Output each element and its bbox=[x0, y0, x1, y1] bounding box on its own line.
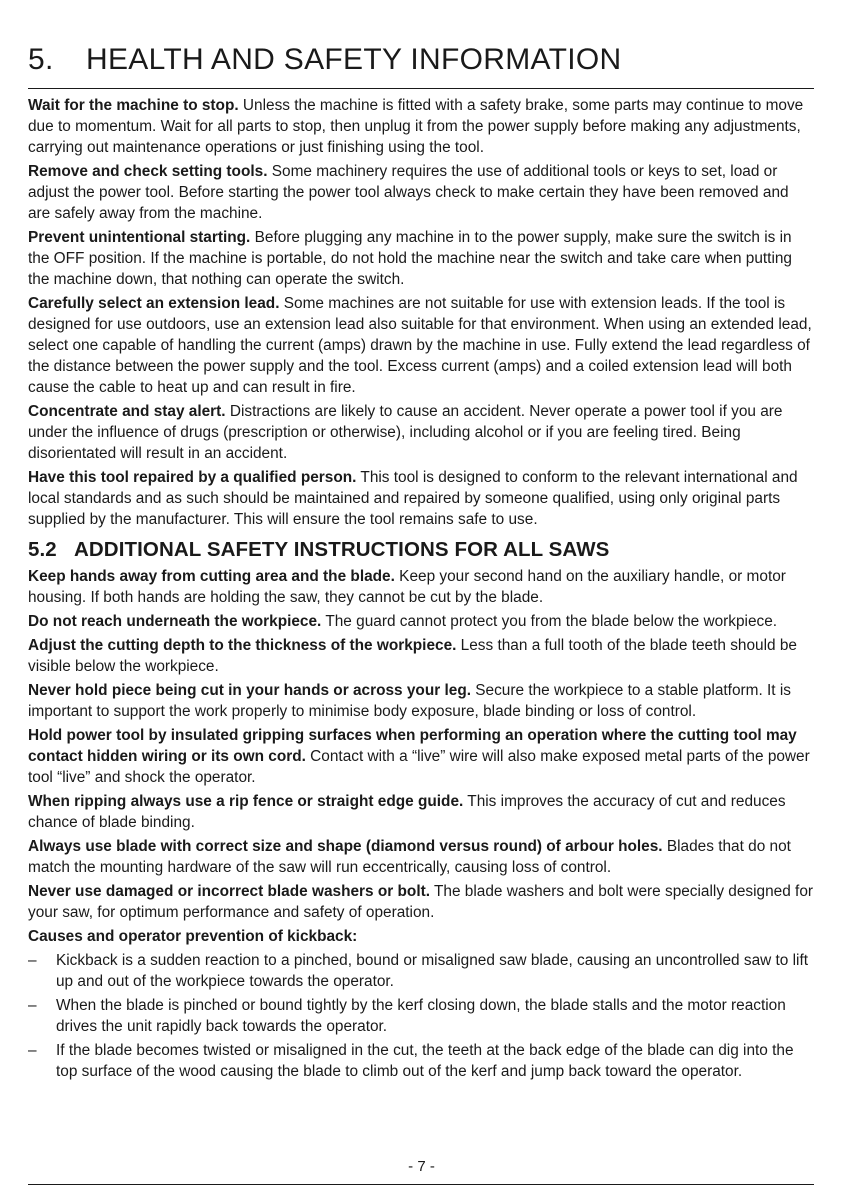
subsection-number: 5.2 bbox=[28, 538, 57, 561]
paragraph-text: Some machinery requires the use of additional tools or keys to set, load or adjust the power tool. Before starting the power tool always check to make certain they have been removed and are safely away from the machine. bbox=[28, 163, 789, 222]
dash-marker: – bbox=[28, 997, 37, 1014]
paragraph-never-hold-piece bbox=[28, 680, 814, 722]
paragraph-heading: Remove and check setting tools. bbox=[28, 163, 268, 180]
paragraph-heading: Never use damaged or incorrect blade washers or bolt. bbox=[28, 883, 430, 900]
kickback-list bbox=[28, 950, 814, 1082]
paragraph-heading: Carefully select an extension lead. bbox=[28, 295, 280, 312]
paragraph-heading: Do not reach underneath the workpiece. bbox=[28, 613, 322, 630]
paragraph-no-reach-underneath bbox=[28, 611, 814, 632]
subsection-title-text: ADDITIONAL SAFETY INSTRUCTIONS FOR ALL SAWS bbox=[74, 538, 610, 561]
paragraph-text: Less than a full tooth of the blade teeth should be visible below the workpiece. bbox=[28, 637, 797, 675]
paragraph-text: Some machines are not suitable for use with extension leads. If the tool is designed for use outdoors, use an extension lead also suitable for that environment. When using an extended lead, select one capable of handling the current (amps) drawn by the machine in use. Fully extend the lead regardless of the distance between the power supply and the tool. Excess current (amps) and a coiled extension lead will both cause the cable to heat up and can result in fire. bbox=[28, 295, 812, 396]
kickback-heading bbox=[28, 926, 814, 947]
paragraph-heading: Hold power tool by insulated gripping surfaces when performing an operation where the cutting tool may contact hidden wiring or its own cord. bbox=[28, 727, 797, 765]
paragraph-blade-washers bbox=[28, 881, 814, 923]
section-title-text: HEALTH AND SAFETY INFORMATION bbox=[86, 43, 622, 76]
paragraph-text: Contact with a “live” wire will also make exposed metal parts of the power tool “live” and shock the operator. bbox=[28, 748, 810, 786]
section-title bbox=[28, 38, 814, 84]
list-item-text: Kickback is a sudden reaction to a pinched, bound or misaligned saw blade, causing an uncontrolled saw to lift up and out of the workpiece towards the operator. bbox=[56, 952, 809, 990]
paragraph-hands-away bbox=[28, 566, 814, 608]
list-item bbox=[28, 1040, 814, 1082]
paragraph-text: This improves the accuracy of cut and reduces chance of blade binding. bbox=[28, 793, 786, 831]
paragraph-heading: Always use blade with correct size and shape (diamond versus round) of arbour holes. bbox=[28, 838, 663, 855]
paragraph-arbour-holes bbox=[28, 836, 814, 878]
paragraph-text: This tool is designed to conform to the relevant international and local standards and as such should be maintained and repaired by someone qualified, using only original parts supplied by the manufacturer. This will ensure the tool remains safe to use. bbox=[28, 469, 798, 528]
paragraph-prevent-starting bbox=[28, 227, 814, 290]
list-item-text: If the blade becomes twisted or misaligned in the cut, the teeth at the back edge of the blade can dig into the top surface of the wood causing the blade to climb out of the kerf and jump back toward the operator. bbox=[56, 1042, 794, 1080]
paragraph-text: Blades that do not match the mounting hardware of the saw will run eccentrically, causing loss of control. bbox=[28, 838, 791, 876]
paragraph-text: Distractions are likely to cause an accident. Never operate a power tool if you are under the influence of drugs (prescription or otherwise), including alcohol or if you are feeling tired. Being disorientated will result in an accident. bbox=[28, 403, 783, 462]
page-number: - 7 - bbox=[408, 1158, 435, 1175]
paragraph-text: Secure the workpiece to a stable platform. It is important to support the work properly to minimise body exposure, blade binding or loss of control. bbox=[28, 682, 791, 720]
paragraph-insulated-grip bbox=[28, 725, 814, 788]
paragraph-heading: Never hold piece being cut in your hands or across your leg. bbox=[28, 682, 472, 699]
paragraph-heading: Prevent unintentional starting. bbox=[28, 229, 251, 246]
title-divider bbox=[28, 88, 814, 89]
dash-marker: – bbox=[28, 952, 37, 969]
paragraph-heading: Wait for the machine to stop. bbox=[28, 97, 239, 114]
manual-page bbox=[28, 38, 814, 1085]
list-item bbox=[28, 995, 814, 1037]
paragraph-text: The blade washers and bolt were specially designed for your saw, for optimum performance and safety of operation. bbox=[28, 883, 813, 921]
subsection-title bbox=[28, 537, 814, 563]
paragraph-heading: Adjust the cutting depth to the thickness of the workpiece. bbox=[28, 637, 457, 654]
paragraph-qualified-repair bbox=[28, 467, 814, 530]
list-item-text: When the blade is pinched or bound tightly by the kerf closing down, the blade stalls and the motor reaction drives the unit rapidly back towards the operator. bbox=[56, 997, 786, 1035]
paragraph-cutting-depth bbox=[28, 635, 814, 677]
list-item bbox=[28, 950, 814, 992]
paragraph-extension-lead bbox=[28, 293, 814, 398]
dash-marker: – bbox=[28, 1042, 37, 1059]
paragraph-stay-alert bbox=[28, 401, 814, 464]
paragraph-wait-for-stop bbox=[28, 95, 814, 158]
paragraph-remove-setting-tools bbox=[28, 161, 814, 224]
paragraph-heading: Have this tool repaired by a qualified person. bbox=[28, 469, 357, 486]
paragraph-text: Before plugging any machine in to the power supply, make sure the switch is in the OFF position. If the machine is portable, do not hold the machine near the switch and take care when putting the machine down, that nothing can operate the switch. bbox=[28, 229, 792, 288]
paragraph-heading: Keep hands away from cutting area and the blade. bbox=[28, 568, 395, 585]
section-number: 5. bbox=[28, 43, 54, 76]
paragraph-text: The guard cannot protect you from the blade below the workpiece. bbox=[321, 613, 778, 630]
paragraph-text: Unless the machine is fitted with a safety brake, some parts may continue to move due to momentum. Wait for all parts to stop, then unplug it from the power supply before making any adjustments, carrying out maintenance operations or just finishing using the tool. bbox=[28, 97, 804, 156]
paragraph-heading: Concentrate and stay alert. bbox=[28, 403, 226, 420]
paragraph-heading: When ripping always use a rip fence or straight edge guide. bbox=[28, 793, 464, 810]
footer-divider bbox=[28, 1184, 814, 1185]
paragraph-rip-fence bbox=[28, 791, 814, 833]
paragraph-text: Keep your second hand on the auxiliary handle, or motor housing. If both hands are holding the saw, they cannot be cut by the blade. bbox=[28, 568, 786, 606]
kickback-heading-text: Causes and operator prevention of kickback: bbox=[28, 928, 358, 945]
